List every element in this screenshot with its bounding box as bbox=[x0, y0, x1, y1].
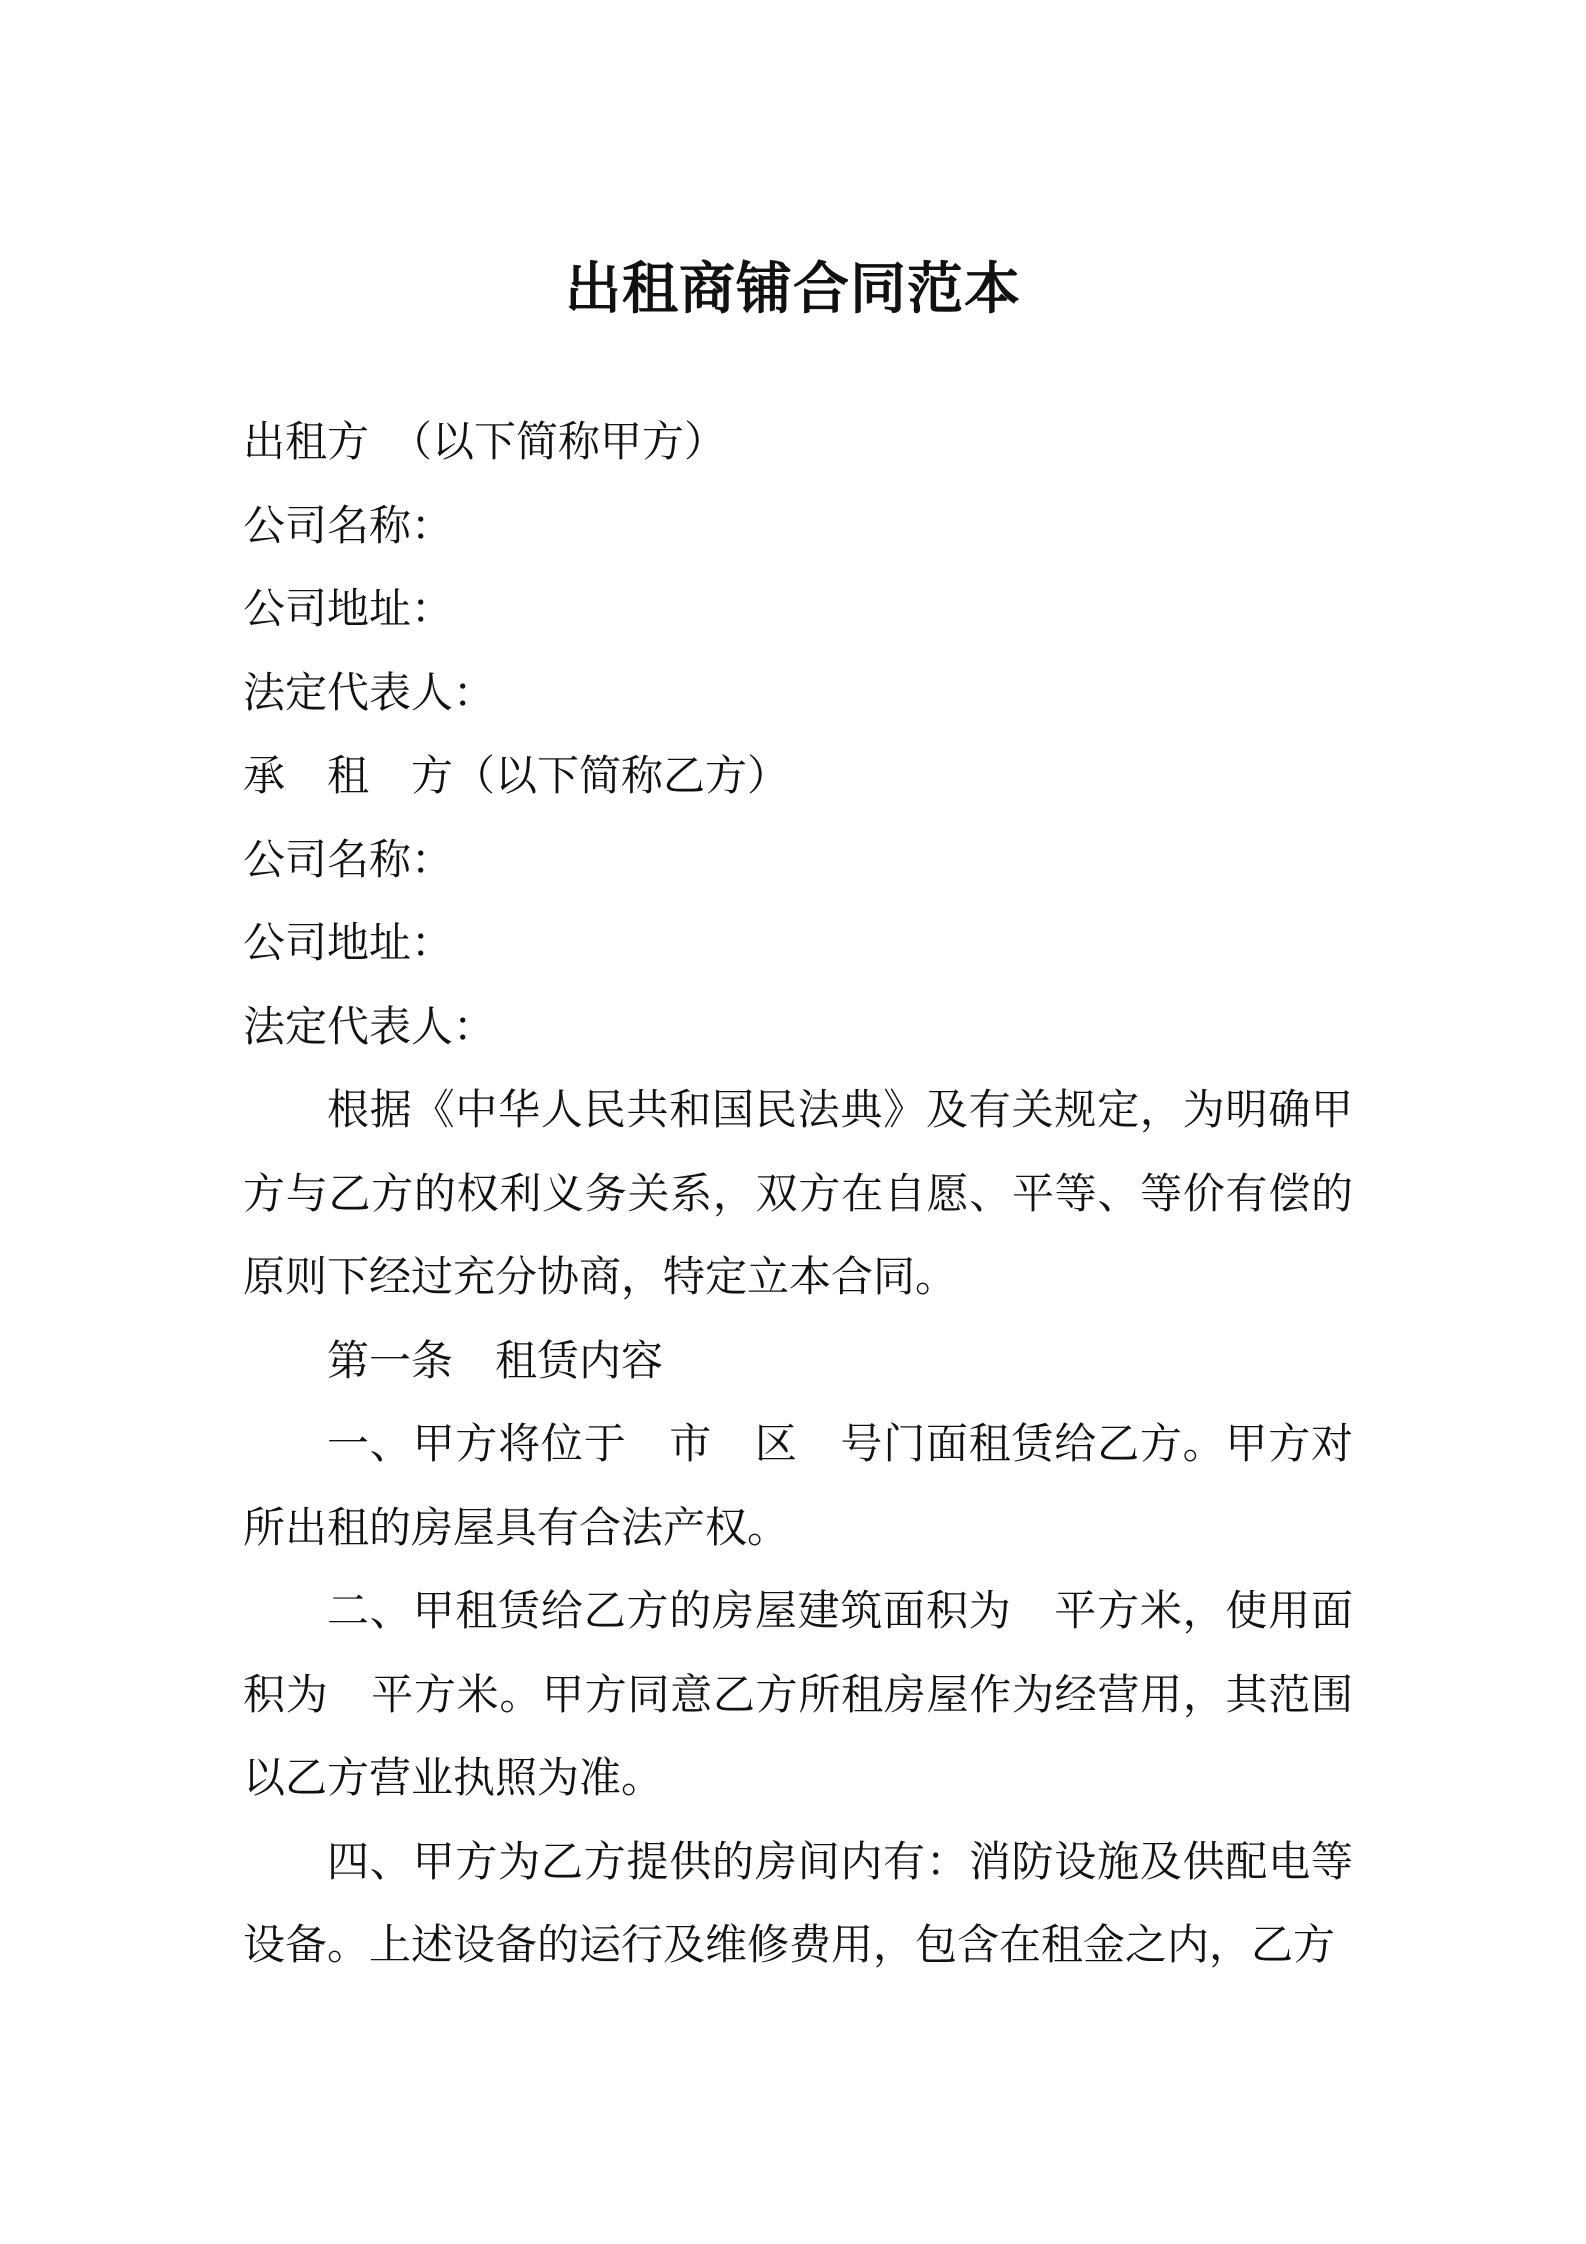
party-a-legal-rep-label: 法定代表人： bbox=[243, 667, 496, 717]
party-a-company-name-label: 公司名称： bbox=[243, 500, 454, 550]
article-1-heading: 第一条 租赁内容 bbox=[327, 1335, 664, 1385]
party-b-company-address-label: 公司地址： bbox=[243, 918, 454, 967]
party-a-company-address-label: 公司地址： bbox=[243, 584, 454, 633]
article-1-clause-4: 四、甲方为乙方提供的房间内有：消防设施及供配电等设备。上述设备的运行及维修费用，包含在租金之内，乙方 bbox=[243, 1836, 1353, 1969]
party-b-legal-rep-label: 法定代表人： bbox=[243, 1001, 496, 1051]
preamble-paragraph: 根据《中华人民共和国民法典》及有关规定，为明确甲方与乙方的权利义务关系，双方在自愿、平等、等价有偿的原则下经过充分协商，特定立本合同。 bbox=[243, 1085, 1353, 1301]
document-title: 出租商铺合同范本 bbox=[565, 257, 1021, 322]
party-a-heading: 出租方 （以下简称甲方） bbox=[243, 417, 727, 466]
document-body bbox=[243, 400, 1353, 1987]
party-b-company-name-label: 公司名称： bbox=[243, 834, 454, 884]
article-1-clause-2: 二、甲租赁给乙方的房屋建筑面积为 平方米，使用面积为 平方米。甲方同意乙方所租房屋作为经营用，其范围以乙方营业执照为准。 bbox=[243, 1586, 1353, 1802]
article-1-clause-1: 一、甲方将位于 市 区 号门面租赁给乙方。甲方对所出租的房屋具有合法产权。 bbox=[243, 1419, 1353, 1552]
party-b-heading: 承 租 方（以下简称乙方） bbox=[243, 751, 790, 800]
